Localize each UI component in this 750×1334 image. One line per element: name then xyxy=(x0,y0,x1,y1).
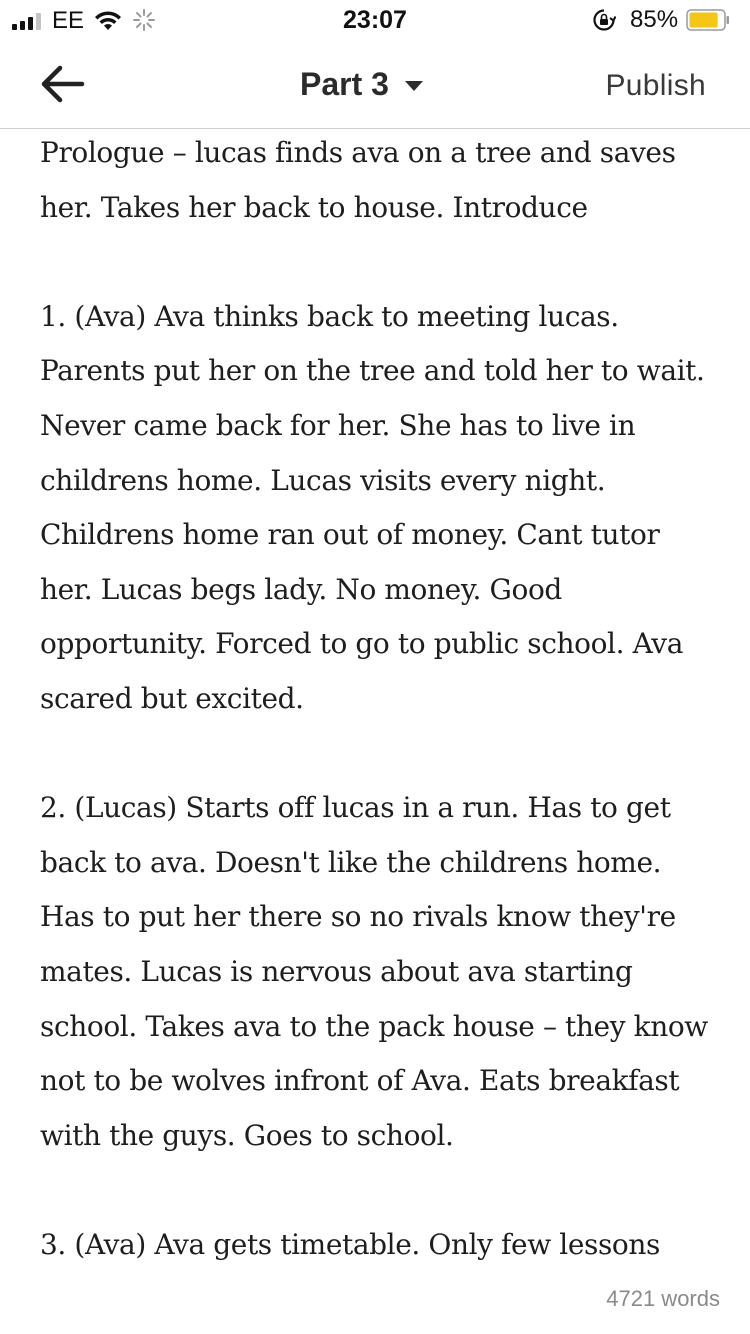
part-selector-dropdown[interactable] xyxy=(300,62,423,106)
back-button[interactable] xyxy=(36,60,90,108)
story-editor[interactable] xyxy=(40,126,716,1276)
rotation-lock-icon xyxy=(592,8,616,32)
part-title: Part 3 xyxy=(300,66,389,102)
status-time: 23:07 xyxy=(343,6,407,34)
editor-paragraph[interactable]: 3. (Ava) Ava gets timetable. Only few lessons xyxy=(40,1227,660,1261)
editor-paragraph[interactable]: 1. (Ava) Ava thinks back to meeting lucas. Parents put her on the tree and told her to wait. Never came back for her. She has to live in childrens home. Lucas visits every night. Childrens home ran out of money. Cant tutor her. Lucas begs lady. No money. Good opportunity. Forced to go to public school. Ava scared but excited. xyxy=(40,299,705,715)
carrier-name: EE xyxy=(52,7,85,34)
word-count: 4721 words xyxy=(606,1286,720,1311)
editor-paragraph[interactable]: 2. (Lucas) Starts off lucas in a run. Has to get back to ava. Doesn't like the childrens home. Has to put her there so no rivals know they're mates. Lucas is nervous about ava starting school. Takes ava to the pack house – they know not to be wolves infront of Ava. Eats breakfast with the guys. Goes to school. xyxy=(40,791,708,1152)
battery-percentage: 85% xyxy=(630,6,679,33)
status-bar xyxy=(0,0,750,40)
editor-paragraph[interactable]: Prologue – lucas finds ava on a tree and saves her. Takes her back to house. Introduce xyxy=(40,136,676,224)
nav-bar xyxy=(0,40,750,129)
back-arrow-icon xyxy=(36,60,90,108)
caret-down-icon xyxy=(405,81,423,91)
battery-icon xyxy=(686,9,730,31)
publish-button[interactable]: Publish xyxy=(605,69,706,102)
